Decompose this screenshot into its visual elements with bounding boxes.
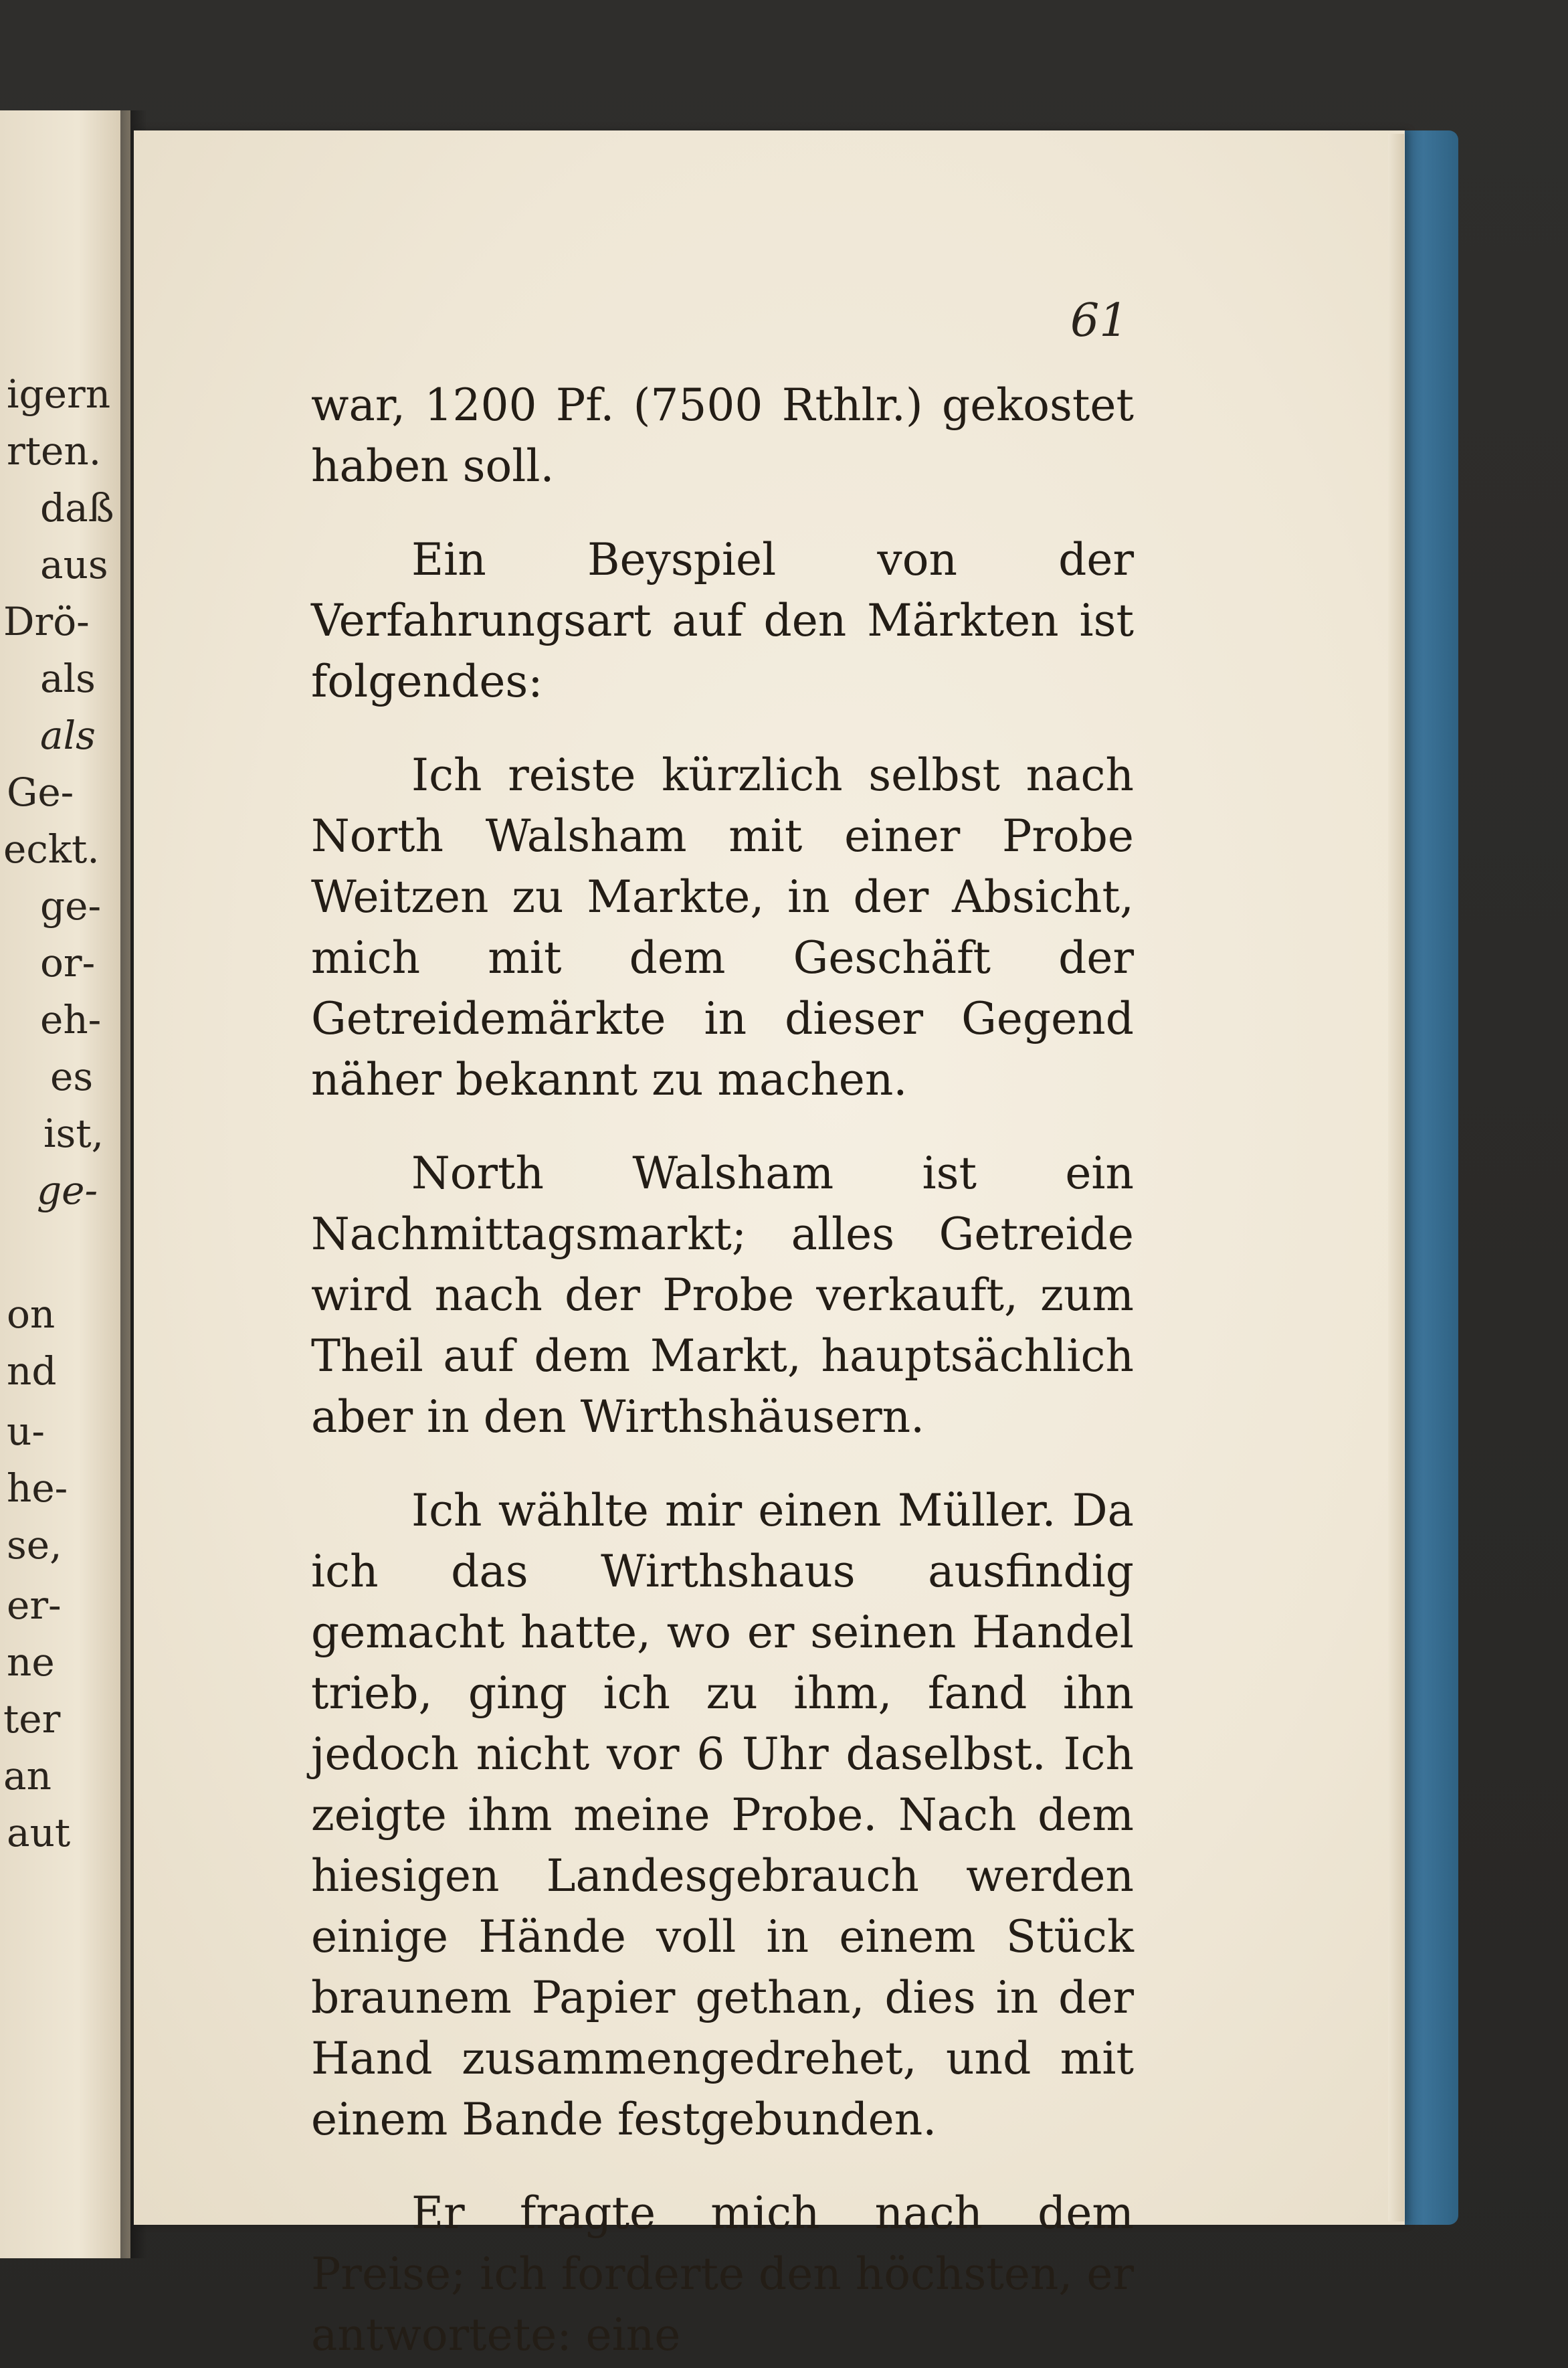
facing-page-fragment: ne (7, 1639, 55, 1685)
facing-page-fragment: rten. (7, 428, 102, 474)
page-edge (1388, 134, 1404, 2221)
facing-page-fragment: Ge- (7, 769, 74, 815)
facing-page-fragment: daß (40, 485, 114, 531)
paragraph: Ich reiste kürzlich selbst nach North Walsham mit einer Probe Weitzen zu Markte, in der Absicht, mich mit dem Geschäft der Getreidemärkte in dieser Gegend näher bekannt zu machen. (311, 749, 1134, 1105)
facing-page-fragment: als (40, 656, 96, 701)
facing-page-fragment: ter (3, 1696, 61, 1742)
page-body (311, 375, 1134, 2368)
facing-page-fragment: ge- (40, 883, 102, 929)
paragraph: Ich wählte mir einen Müller. Da ich das Wirthshaus ausfindig gemacht hatte, wo er seinen Handel trieb, ging ich zu ihm, fand ihn jedoch nicht vor 6 Uhr daselbst. Ich zeigte ihm meine Probe. Nach dem hiesigen Landesgebrauch werden einige Hände voll in einem Stück braunem Papier gethan, dies in der Hand zusammengedrehet, und mit einem Bande festgebunden. (311, 1485, 1134, 2145)
facing-page-fragment: se, (7, 1522, 62, 1568)
facing-page-fragment: an (3, 1753, 52, 1799)
facing-page-fragment: er- (7, 1582, 62, 1628)
page-number: 61 (1070, 294, 1129, 347)
paragraph: Er fragte mich nach dem Preise; ich forderte den höchsten, er antwortete: eine (311, 2187, 1134, 2361)
facing-page (0, 110, 130, 2258)
facing-page-fragment: aus (40, 542, 108, 587)
facing-page-fragment: on (7, 1291, 56, 1337)
facing-page-fragment: he- (7, 1465, 68, 1511)
paragraph: North Walsham ist ein Nachmittagsmarkt; alles Getreide wird nach der Probe verkauft, zum Theil auf dem Markt, hauptsächlich aber in den Wirthshäusern. (311, 1148, 1134, 1443)
facing-page-fragment: eckt. (3, 826, 100, 872)
facing-page-fragment: eh- (40, 997, 102, 1042)
facing-page-fragment: es (50, 1054, 94, 1099)
facing-page-fragment: igern (7, 371, 111, 417)
facing-page-fragment: aut (7, 1810, 71, 1855)
facing-page-fragment: als (40, 713, 96, 758)
paragraph: war, 1200 Pf. (7500 Rthlr.) gekostet haben soll. (311, 379, 1134, 492)
facing-page-fragment: nd (7, 1348, 57, 1394)
facing-page-fragment: Drö- (3, 599, 90, 644)
paragraph: Ein Beyspiel von der Verfahrungsart auf den Märkten ist folgendes: (311, 534, 1134, 707)
facing-page-fragment: ist, (43, 1111, 104, 1156)
facing-page-fragment: ge- (37, 1168, 98, 1213)
facing-page-fragment: or- (40, 940, 96, 986)
facing-page-fragment: u- (7, 1408, 45, 1454)
